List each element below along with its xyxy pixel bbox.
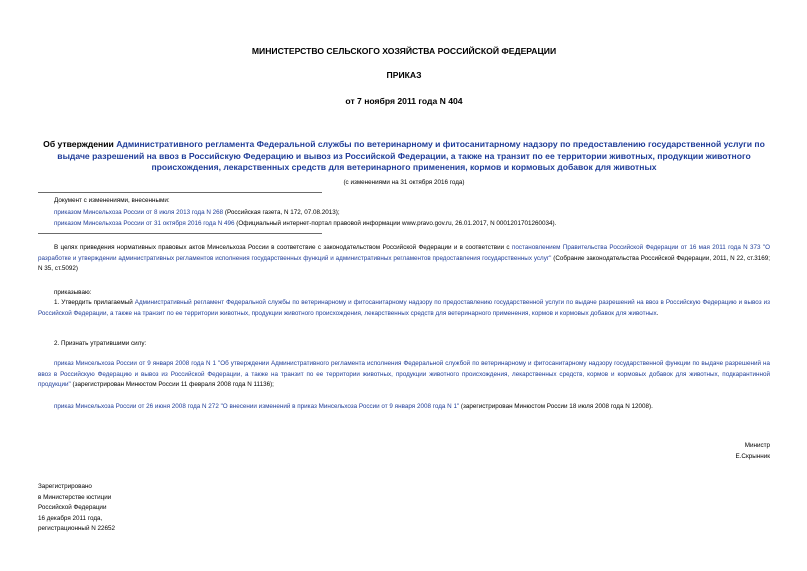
document-title [38, 139, 770, 174]
repealed-order-2: приказ Минсельхоза России от 26 июня 2008 года N 272 "О внесении изменений в приказ Минсельхоза России от 9 января 2008 года N 1" (зарегистрирован Минюстом России 18 июля 2008 года N 12008). [54, 403, 653, 410]
change-item: приказом Минсельхоза России от 31 октября 2016 года N 496 (Официальный интернет-портал правовой информации www.pravo.gov.ru, 26.01.2017, N 0001201701260034). [54, 220, 557, 227]
order-word: приказываю: [54, 289, 92, 296]
document-type: ПРИКАЗ [386, 70, 422, 80]
registration-line: Российской Федерации [38, 504, 107, 511]
change-link-2013[interactable]: приказом Минсельхоза России от 8 июля 2013 года N 268 [54, 209, 224, 216]
registration-line: регистрационный N 22652 [38, 525, 116, 532]
signature-position: Министр [744, 442, 770, 449]
changes-heading: Документ с изменениями, внесенными: [54, 197, 170, 204]
approved-regulation-link[interactable]: Административный регламент Федеральной службы по ветеринарному и фитосанитарному надзору по предоставлению государственной услуги по выдаче разрешений на ввоз в Российскую Федерацию и вывоз из Российской Федерации, а также на транзит по ее территории животных, продукции животного происхождения, лекарственных средств для ветеринарного применения, кормов и кормовых добавок для животных [38, 299, 771, 317]
preamble-paragraph: В целях приведения нормативных правовых актов Минсельхоза России в соответствие с законодательством Российской Федерации и в соответствии с постановлением Правительства Российской Федерации от 16 мая 2011 года N 373 "О разработке и утверждении административных регламентов исполнения государственных функций и административных регламентов предоставления государственных услуг" (Собрание законодательства Российской Федерации, 2011, N 22, ст.3169; N 35, ст.5092) [38, 244, 770, 272]
edition-note: (с изменениями на 31 октября 2016 года) [343, 179, 465, 186]
repealed-order-2-link[interactable]: приказ Минсельхоза России от 26 июня 2008 года N 272 "О внесении изменений в приказ Минсельхоза России от 9 января 2008 года N 1" [54, 403, 460, 410]
ministry-heading: МИНИСТЕРСТВО СЕЛЬСКОГО ХОЗЯЙСТВА РОССИЙСКОЙ ФЕДЕРАЦИИ [251, 46, 557, 56]
item-1-paragraph: 1. Утвердить прилагаемый Административный регламент Федеральной службы по ветеринарному и фитосанитарному надзору по предоставлению государственной услуги по выдаче разрешений на ввоз в Российскую Федерацию и вывоз из Российской Федерации, а также на транзит по ее территории животных, продукции животного происхождения, лекарственных средств для ветеринарного применения, кормов и кормовых добавок для животных. [38, 299, 771, 317]
registration-line: 16 декабря 2011 года, [38, 515, 103, 522]
changes-top-rule [38, 192, 322, 193]
signature-name: Е.Скрынник [735, 453, 770, 460]
repealed-order-1-link[interactable]: приказ Минсельхоза России от 9 января 2008 года N 1 "Об утверждении Административного регламента исполнения Федеральной службой по ветеринарному и фитосанитарному надзору государственной функции по выдаче разрешений на ввоз в Российскую Федерацию и вывоз из Российской Федерации, а также на транзит по ее территории животных, продукции животного происхождения, лекарственных средств, кормов и кормовых добавок для животных, подкарантинной продукции" [38, 360, 770, 388]
title-regulation-link[interactable]: Административного регламента Федеральной службы по ветеринарному и фитосанитарному надзору по предоставлению государственной услуги по выдаче разрешений на ввоз в Российскую Федерацию и вывоз из Российской Федерации, а также на транзит по ее территории животных, продукции животного происхождения, лекарственных средств для ветеринарного применения, кормов и кормовых добавок для животных [57, 139, 765, 172]
government-decree-link[interactable]: постановлением Правительства Российской Федерации от 16 мая 2011 года N 373 "О разработке и утверждении административных регламентов исполнения государственных функций и административных регламентов предоставления государственных услуг" [38, 244, 770, 262]
item-2-heading: 2. Признать утратившими силу: [54, 340, 147, 347]
change-link-2016[interactable]: приказом Минсельхоза России от 31 октября 2016 года N 496 [54, 220, 235, 227]
registration-line: в Министерстве юстиции [38, 494, 112, 501]
document-date-number: от 7 ноября 2011 года N 404 [345, 96, 463, 106]
registration-line: Зарегистрировано [38, 483, 92, 490]
change-item: приказом Минсельхоза России от 8 июля 2013 года N 268 (Российская газета, N 172, 07.08.2013); [54, 209, 340, 216]
changes-bottom-rule [38, 233, 322, 234]
title-prefix: Об утверждении [43, 139, 117, 149]
repealed-order-1: приказ Минсельхоза России от 9 января 2008 года N 1 "Об утверждении Административного регламента исполнения Федеральной службой по ветеринарному и фитосанитарному надзору государственной функции по выдаче разрешений на ввоз в Российскую Федерацию и вывоз из Российской Федерации, а также на транзит по ее территории животных, продукции животного происхождения, лекарственных средств, кормов и кормовых добавок для животных, подкарантинной продукции" (зарегистрирован Минюстом России 11 февраля 2008 года N 11136); [38, 360, 770, 388]
